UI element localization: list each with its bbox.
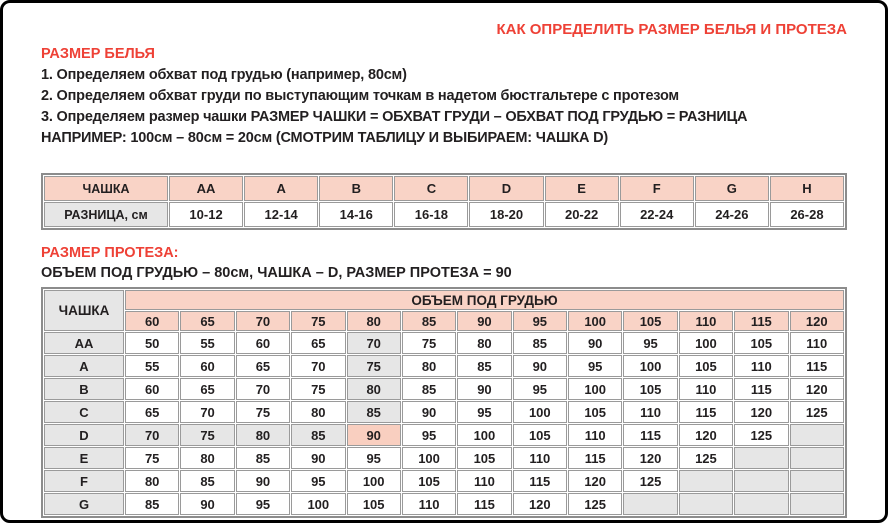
underbust-column-115: 115 [734, 311, 788, 331]
difference-value-2: 14-16 [319, 202, 393, 227]
difference-value-3: 16-18 [394, 202, 468, 227]
cup-row-label-F: F [44, 470, 124, 492]
instruction-example: НАПРИМЕР: 100см – 80см = 20см (СМОТРИМ ТАБЛИЦУ И ВЫБИРАЕМ: ЧАШКА D) [41, 130, 609, 146]
size-value [679, 470, 733, 492]
cup-row-label-А: А [44, 355, 124, 377]
size-value: 80 [180, 447, 234, 469]
size-value: 120 [513, 493, 567, 515]
cup-size-table [41, 173, 847, 230]
cup-letter-5: Е [545, 176, 619, 201]
size-value: 95 [457, 401, 511, 423]
size-value: 55 [180, 332, 234, 354]
cup-letter-1: А [244, 176, 318, 201]
size-value: 70 [347, 332, 401, 354]
size-value: 120 [568, 470, 622, 492]
size-value: 80 [347, 378, 401, 400]
size-value [734, 493, 788, 515]
underbust-column-75: 75 [291, 311, 345, 331]
cup-row-label-Е: Е [44, 447, 124, 469]
size-value: 100 [568, 378, 622, 400]
size-value: 75 [347, 355, 401, 377]
cup-row-label-В: В [44, 378, 124, 400]
prosthesis-size-heading: РАЗМЕР ПРОТЕЗА: [41, 245, 179, 261]
size-value: 110 [457, 470, 511, 492]
size-row-А [44, 355, 844, 377]
size-value: 90 [347, 424, 401, 446]
size-value: 70 [236, 378, 290, 400]
size-value: 75 [125, 447, 179, 469]
difference-value-6: 22-24 [620, 202, 694, 227]
size-value: 85 [125, 493, 179, 515]
difference-value-7: 24-26 [695, 202, 769, 227]
size-value: 105 [734, 332, 788, 354]
size-row-G [44, 493, 844, 515]
size-value: 85 [236, 447, 290, 469]
size-row-Е [44, 447, 844, 469]
size-row-D [44, 424, 844, 446]
size-value: 100 [513, 401, 567, 423]
size-value: 120 [734, 401, 788, 423]
size-value: 90 [180, 493, 234, 515]
size-value: 105 [457, 447, 511, 469]
size-value: 70 [291, 355, 345, 377]
size-value: 110 [623, 401, 677, 423]
size-value: 80 [291, 401, 345, 423]
size-value: 75 [236, 401, 290, 423]
cup-letter-0: АА [169, 176, 243, 201]
size-value: 95 [568, 355, 622, 377]
size-value: 85 [402, 378, 456, 400]
size-value: 85 [457, 355, 511, 377]
size-value: 125 [679, 447, 733, 469]
size-value: 120 [790, 378, 845, 400]
size-value: 95 [513, 378, 567, 400]
size-value: 75 [180, 424, 234, 446]
underbust-column-60: 60 [125, 311, 179, 331]
size-guide-sheet [3, 3, 885, 518]
size-row-F [44, 470, 844, 492]
difference-value-1: 12-14 [244, 202, 318, 227]
size-value: 115 [790, 355, 845, 377]
size-value: 65 [125, 401, 179, 423]
size-value: 95 [623, 332, 677, 354]
size-value: 85 [347, 401, 401, 423]
size-value: 85 [513, 332, 567, 354]
underwear-size-heading: РАЗМЕР БЕЛЬЯ [41, 46, 155, 62]
size-value: 100 [679, 332, 733, 354]
size-value: 125 [734, 424, 788, 446]
size-value: 80 [402, 355, 456, 377]
size-value: 115 [679, 401, 733, 423]
cup-letter-8: Н [770, 176, 844, 201]
size-value: 100 [457, 424, 511, 446]
size-value: 100 [623, 355, 677, 377]
size-value: 60 [236, 332, 290, 354]
size-value: 105 [679, 355, 733, 377]
size-value: 95 [347, 447, 401, 469]
size-value: 80 [236, 424, 290, 446]
size-value: 90 [291, 447, 345, 469]
instruction-step-2: 2. Определяем обхват груди по выступающим точкам в надетом бюстгальтере с протезом [41, 88, 679, 104]
size-value [623, 493, 677, 515]
size-value: 115 [457, 493, 511, 515]
size-value: 115 [623, 424, 677, 446]
cup-letter-3: С [394, 176, 468, 201]
size-value: 100 [347, 470, 401, 492]
size-value: 80 [125, 470, 179, 492]
size-value: 105 [568, 401, 622, 423]
size-value: 85 [291, 424, 345, 446]
difference-value-4: 18-20 [469, 202, 543, 227]
size-value: 60 [180, 355, 234, 377]
size-value: 90 [402, 401, 456, 423]
difference-row [44, 202, 844, 227]
cup-row-label-АА: АА [44, 332, 124, 354]
cup-letter-4: D [469, 176, 543, 201]
underbust-column-70: 70 [236, 311, 290, 331]
size-value: 105 [513, 424, 567, 446]
underbust-column-110: 110 [679, 311, 733, 331]
size-row-С [44, 401, 844, 423]
size-value: 95 [402, 424, 456, 446]
underbust-column-85: 85 [402, 311, 456, 331]
size-value: 75 [291, 378, 345, 400]
size-value [790, 424, 845, 446]
underbust-column-90: 90 [457, 311, 511, 331]
size-value: 90 [568, 332, 622, 354]
underbust-band-label: ОБЪЕМ ПОД ГРУДЬЮ [125, 290, 844, 310]
cup-letter-7: G [695, 176, 769, 201]
size-value: 100 [402, 447, 456, 469]
size-value [734, 470, 788, 492]
size-value: 110 [734, 355, 788, 377]
prosthesis-example-line: ОБЪЕМ ПОД ГРУДЬЮ – 80см, ЧАШКА – D, РАЗМЕР ПРОТЕЗА = 90 [41, 265, 512, 281]
size-value: 55 [125, 355, 179, 377]
size-value: 105 [347, 493, 401, 515]
size-value: 50 [125, 332, 179, 354]
size-row-В [44, 378, 844, 400]
size-value: 110 [568, 424, 622, 446]
size-value: 110 [402, 493, 456, 515]
prosthesis-size-table-body [44, 290, 844, 515]
size-table-band-row [44, 290, 844, 310]
size-value [790, 493, 845, 515]
size-value: 115 [734, 378, 788, 400]
size-table-columns-row [44, 311, 844, 331]
difference-value-8: 26-28 [770, 202, 844, 227]
instruction-step-3: 3. Определяем размер чашки РАЗМЕР ЧАШКИ = ОБХВАТ ГРУДИ – ОБХВАТ ПОД ГРУДЬЮ = РАЗНИЦА [41, 109, 748, 125]
cup-size-table-body [44, 176, 844, 227]
underbust-column-100: 100 [568, 311, 622, 331]
size-value: 70 [180, 401, 234, 423]
underbust-column-105: 105 [623, 311, 677, 331]
cup-row-label-G: G [44, 493, 124, 515]
size-value: 80 [457, 332, 511, 354]
underbust-column-80: 80 [347, 311, 401, 331]
size-table-corner-label: ЧАШКА [44, 290, 124, 331]
size-value: 90 [513, 355, 567, 377]
size-value: 115 [568, 447, 622, 469]
size-value: 65 [236, 355, 290, 377]
size-value: 100 [291, 493, 345, 515]
difference-row-label: РАЗНИЦА, см [44, 202, 168, 227]
size-value: 105 [402, 470, 456, 492]
size-value: 70 [125, 424, 179, 446]
cup-row-label-С: С [44, 401, 124, 423]
underbust-column-95: 95 [513, 311, 567, 331]
size-value [790, 470, 845, 492]
size-value: 75 [402, 332, 456, 354]
difference-value-0: 10-12 [169, 202, 243, 227]
cup-header-row [44, 176, 844, 201]
size-value: 65 [180, 378, 234, 400]
size-value: 120 [679, 424, 733, 446]
size-value: 120 [623, 447, 677, 469]
cup-table-corner-label: ЧАШКА [44, 176, 168, 201]
size-value: 110 [513, 447, 567, 469]
size-row-АА [44, 332, 844, 354]
size-value: 95 [236, 493, 290, 515]
size-value: 90 [457, 378, 511, 400]
size-value: 95 [291, 470, 345, 492]
page-title: КАК ОПРЕДЕЛИТЬ РАЗМЕР БЕЛЬЯ И ПРОТЕЗА [496, 21, 847, 38]
size-value: 110 [679, 378, 733, 400]
prosthesis-size-table [41, 287, 847, 518]
size-value: 65 [291, 332, 345, 354]
size-value: 115 [513, 470, 567, 492]
underbust-column-65: 65 [180, 311, 234, 331]
size-value: 90 [236, 470, 290, 492]
size-value: 85 [180, 470, 234, 492]
cup-letter-6: F [620, 176, 694, 201]
instructions-list [41, 65, 847, 149]
size-value: 125 [790, 401, 845, 423]
cup-letter-2: В [319, 176, 393, 201]
instruction-step-1: 1. Определяем обхват под грудью (например, 80см) [41, 67, 407, 83]
cup-row-label-D: D [44, 424, 124, 446]
size-value: 125 [623, 470, 677, 492]
size-value: 110 [790, 332, 845, 354]
size-value: 125 [568, 493, 622, 515]
size-value: 105 [623, 378, 677, 400]
size-value [790, 447, 845, 469]
size-value [734, 447, 788, 469]
size-value [679, 493, 733, 515]
difference-value-5: 20-22 [545, 202, 619, 227]
underbust-column-120: 120 [790, 311, 845, 331]
size-value: 60 [125, 378, 179, 400]
